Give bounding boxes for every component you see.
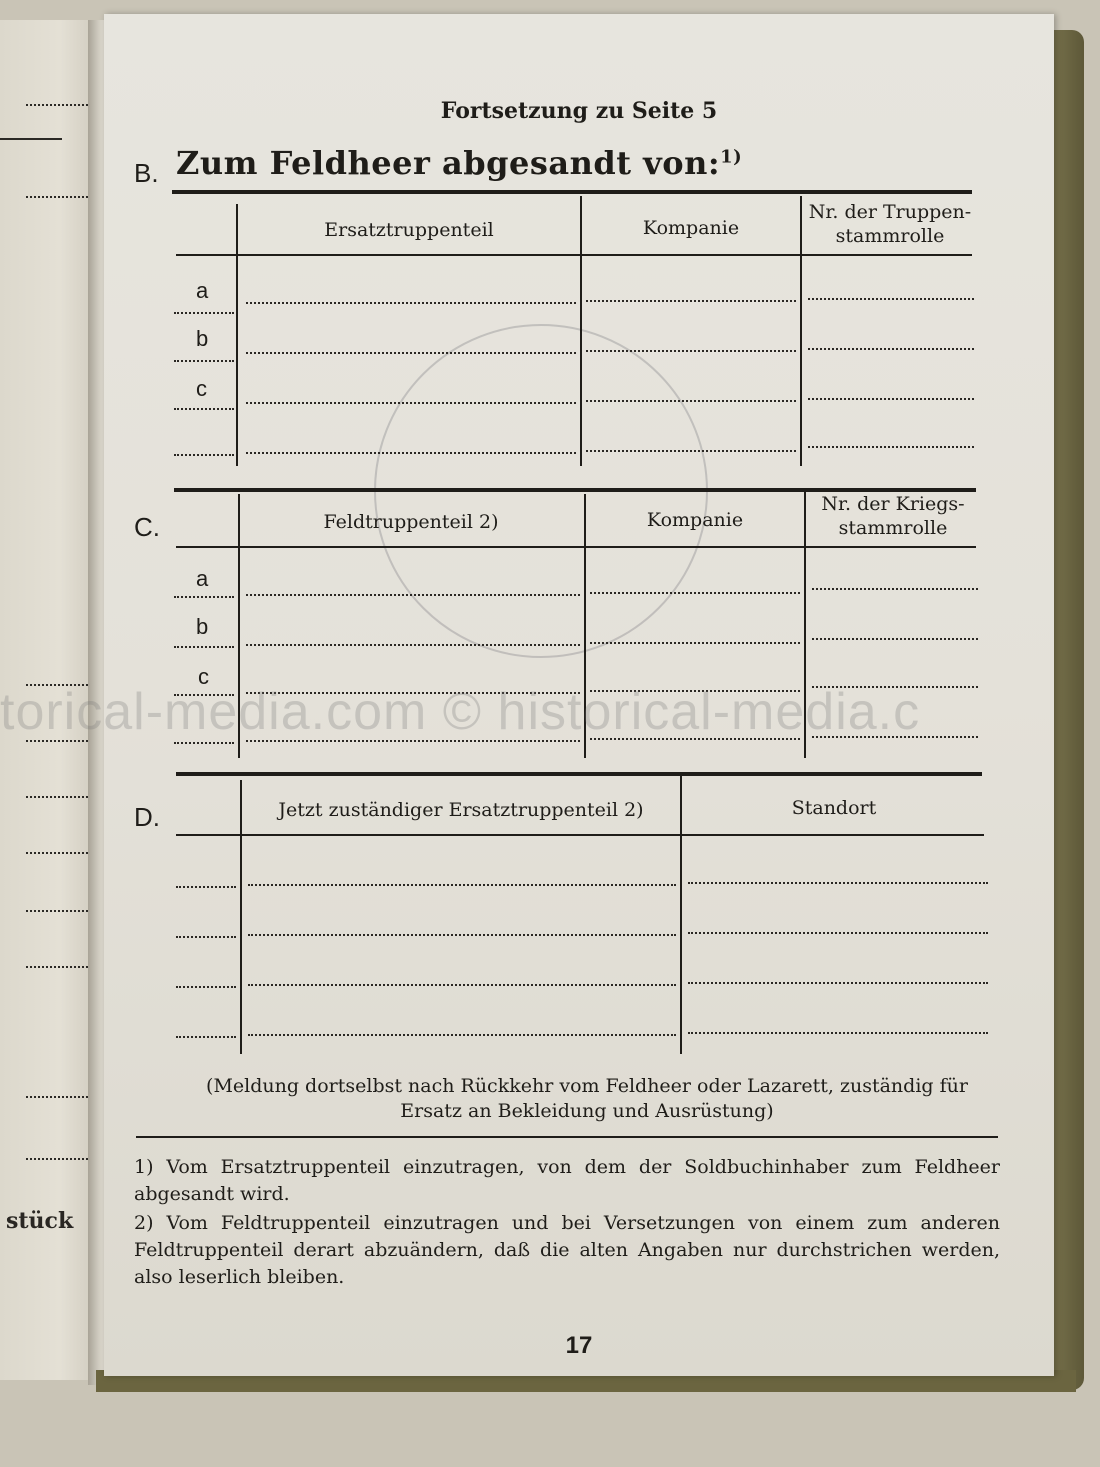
table-b-fill-line bbox=[246, 452, 576, 454]
table-b-fill-line bbox=[586, 400, 796, 402]
table-b-divider bbox=[236, 204, 238, 466]
table-b-row-label: a bbox=[196, 278, 209, 303]
table-b-fill-line bbox=[246, 302, 576, 304]
table-b-fill-line bbox=[174, 454, 234, 456]
table-d-divider bbox=[240, 780, 242, 1054]
table-c-fill-line bbox=[174, 742, 234, 744]
table-b-fill-line bbox=[808, 398, 974, 400]
table-b-fill-line bbox=[808, 298, 974, 300]
left-page-dotted-line bbox=[26, 852, 92, 854]
table-b-fill-line bbox=[174, 312, 234, 314]
footnote-rule bbox=[136, 1136, 998, 1138]
section-c-letter: C. bbox=[134, 512, 160, 542]
table-d-fill-line bbox=[248, 884, 676, 886]
footnote-2: 2) Vom Feldtruppenteil einzutragen und bei Versetzungen von einem zum anderen Feldtruppenteil derart abzuändern, daß die alten Angaben nur durchstrichen werden, also leserlich bleiben. bbox=[134, 1212, 1000, 1288]
table-b-fill-line bbox=[808, 446, 974, 448]
table-c-header-rule bbox=[176, 546, 976, 548]
left-page-dotted-line bbox=[26, 1096, 92, 1098]
page-number: 17 bbox=[565, 1332, 593, 1359]
table-b-divider bbox=[800, 196, 802, 466]
table-c-fill-line bbox=[174, 596, 234, 598]
table-c-fill-line bbox=[590, 592, 800, 594]
table-b-row-label: b bbox=[196, 326, 209, 351]
left-page-fragment: stück bbox=[6, 1208, 74, 1234]
table-d-fill-line bbox=[688, 932, 988, 934]
section-d-letter: D. bbox=[134, 802, 160, 832]
table-d-divider bbox=[680, 776, 682, 1054]
left-page-dotted-line bbox=[26, 104, 92, 106]
table-b-header-ersatztruppenteil: Ersatztruppenteil bbox=[324, 219, 494, 241]
table-c-header-stammrolle: Nr. der Kriegs-stammrolle bbox=[821, 493, 965, 539]
table-b-fill-line bbox=[174, 360, 234, 362]
table-d-header-ersatztruppenteil: Jetzt zuständiger Ersatztruppenteil 2) bbox=[278, 799, 644, 821]
table-c-fill-line bbox=[174, 646, 234, 648]
table-b-fill-line bbox=[586, 300, 796, 302]
left-page-dotted-line bbox=[26, 966, 92, 968]
table-c-fill-line bbox=[246, 644, 580, 646]
table-d-fill-line bbox=[688, 982, 988, 984]
left-page-rule bbox=[0, 138, 62, 140]
table-b-header-rule bbox=[176, 254, 972, 256]
table-b-divider bbox=[580, 196, 582, 466]
reporting-note: (Meldung dortselbst nach Rückkehr vom Feldheer oder Lazarett, zuständig für Ersatz an Bekleidung und Ausrüstung) bbox=[206, 1075, 968, 1122]
section-b-title-footnote: 1) bbox=[720, 146, 743, 168]
table-b-top-rule bbox=[172, 190, 972, 194]
table-b-fill-line bbox=[586, 450, 796, 452]
table-b-fill-line bbox=[808, 348, 974, 350]
table-c-row-label: c bbox=[198, 664, 209, 689]
watermark: torical-media.com © historical-media.c bbox=[0, 683, 921, 741]
left-page-dotted-line bbox=[26, 1158, 92, 1160]
table-b-header-stammrolle: Nr. der Truppen-stammrolle bbox=[808, 201, 972, 247]
section-b-title bbox=[176, 144, 742, 182]
table-c-fill-line bbox=[246, 594, 580, 596]
table-c-fill-line bbox=[812, 638, 978, 640]
footnote-1: 1) Vom Ersatztruppenteil einzutragen, von dem der Soldbuchinhaber zum Feldheer abgesandt wird. bbox=[134, 1156, 1000, 1205]
table-d-header-standort: Standort bbox=[791, 797, 877, 819]
table-d-fill-line bbox=[176, 936, 236, 938]
table-d-fill-line bbox=[248, 934, 676, 936]
left-page-dotted-line bbox=[26, 196, 92, 198]
table-d-header-rule bbox=[176, 834, 984, 836]
table-b-header-kompanie: Kompanie bbox=[642, 217, 740, 239]
table-d-fill-line bbox=[688, 882, 988, 884]
table-c-fill-line bbox=[590, 642, 800, 644]
page-heading: Fortsetzung zu Seite 5 bbox=[440, 98, 718, 124]
table-d-fill-line bbox=[688, 1032, 988, 1034]
table-c-row-label: b bbox=[196, 614, 209, 639]
table-b-fill-line bbox=[246, 402, 576, 404]
table-c-header-kompanie: Kompanie bbox=[646, 509, 744, 531]
section-b-letter: B. bbox=[134, 158, 159, 188]
table-d-fill-line bbox=[176, 986, 236, 988]
left-page-dotted-line bbox=[26, 910, 92, 912]
table-b-row-label: c bbox=[196, 376, 207, 401]
table-b-fill-line bbox=[586, 350, 796, 352]
section-b-title-text: Zum Feldheer abgesandt von: bbox=[176, 144, 721, 182]
table-c-fill-line bbox=[812, 588, 978, 590]
table-b-fill-line bbox=[246, 352, 576, 354]
left-page-dotted-line bbox=[26, 796, 92, 798]
table-d-fill-line bbox=[248, 1034, 676, 1036]
table-d-fill-line bbox=[176, 1036, 236, 1038]
table-d-fill-line bbox=[248, 984, 676, 986]
table-b-fill-line bbox=[174, 408, 234, 410]
table-c-row-label: a bbox=[196, 566, 209, 591]
table-c-header-feldtruppenteil: Feldtruppenteil 2) bbox=[323, 511, 499, 533]
table-d-top-rule bbox=[176, 772, 982, 776]
table-d-fill-line bbox=[176, 886, 236, 888]
